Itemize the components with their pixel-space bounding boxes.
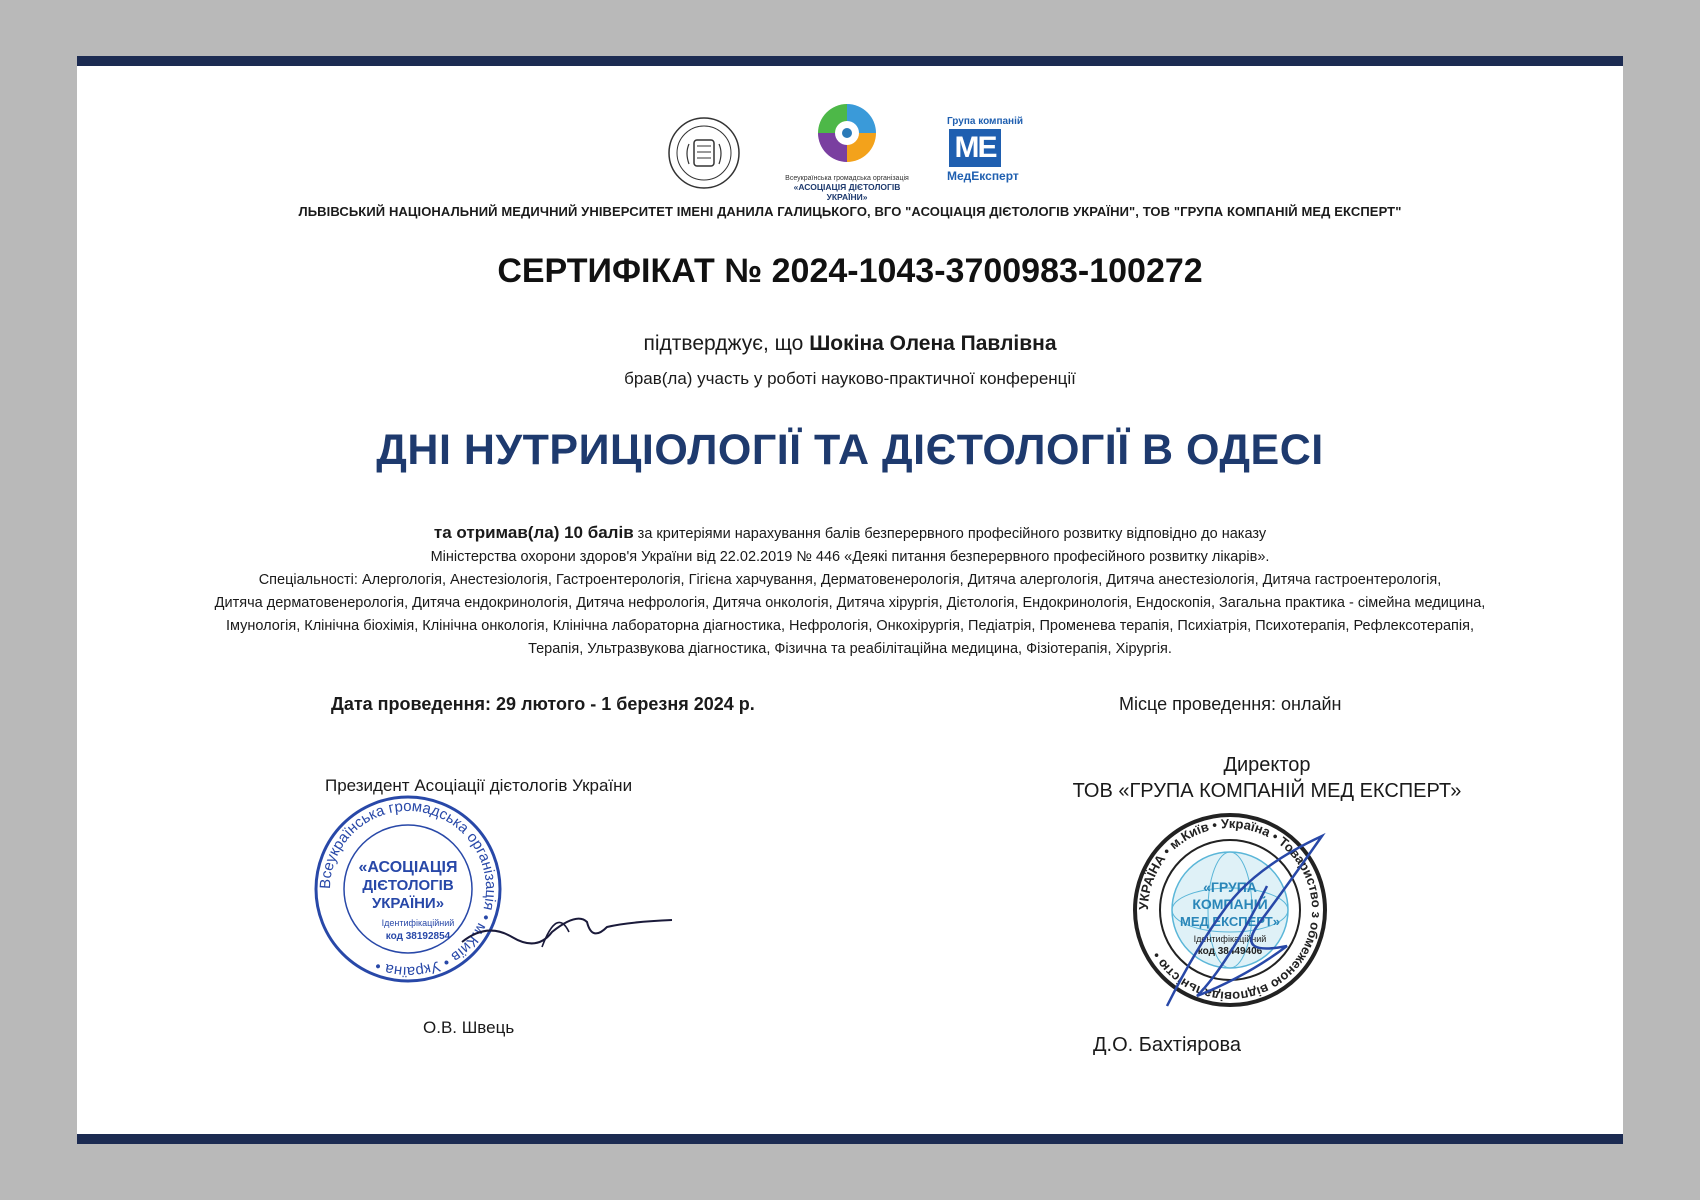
right-signatory-name: Д.О. Бахтіярова — [1093, 1034, 1241, 1056]
association-dietologists-logo — [777, 98, 917, 168]
specialties-line-1: Спеціальності: Алергологія, Анестезіологія, Гастроентерологія, Гігієна харчування, Дерматовенерологія, Дитяча алергологія, Дитяча анестезіологія, Дитяча гастроентерологія, — [258, 572, 1442, 588]
medexpert-logo — [947, 116, 1037, 196]
confirm-line — [77, 332, 1623, 356]
right-stamp-center-3: МЕД ЕКСПЕРТ» — [1180, 914, 1280, 929]
person-name: Шокіна Олена Павлівна — [809, 332, 1057, 355]
university-seal-logo — [667, 116, 741, 190]
certificate-title: СЕРТИФІКАТ № 2024-1043-3700983-100272 — [497, 252, 1203, 290]
medexpert-group-label: Група компаній — [947, 116, 1024, 127]
medexpert-mark: МЕ — [949, 129, 1001, 167]
right-signatory-title — [1027, 752, 1507, 804]
medexpert-name: МедЕксперт — [947, 169, 1019, 183]
confirm-prefix: підтверджує, що — [643, 332, 804, 355]
left-handwritten-signature — [457, 892, 677, 962]
left-stamp-code: код 38192854 — [385, 931, 451, 942]
organizations-line: ЛЬВІВСЬКИЙ НАЦІОНАЛЬНИЙ МЕДИЧНИЙ УНІВЕРСИТЕТ ІМЕНІ ДАНИЛА ГАЛИЦЬКОГО, ВГО "АСОЦІАЦІЯ ДІЄТОЛОГІВ УКРАЇНИ", ТОВ "ГРУПА КОМПАНІЙ МЕД ЕКСПЕРТ" — [298, 204, 1402, 219]
event-date: Дата проведення: 29 лютого - 1 березня 2024 р. — [331, 694, 755, 714]
event-title: ДНІ НУТРИЦІОЛОГІЇ ТА ДІЄТОЛОГІЇ В ОДЕСІ — [376, 426, 1324, 474]
specialties-line-4: Терапія, Ультразвукова діагностика, Фізична та реабілітаційна медицина, Фізіотерапія, Хірургія. — [528, 641, 1172, 657]
bottom-border-band — [77, 1134, 1623, 1144]
right-signatory-title-1: Директор — [1223, 754, 1311, 776]
left-stamp-center-3: УКРАЇНИ» — [371, 895, 445, 912]
ministry-line: Міністерства охорони здоров'я України від 22.02.2019 № 446 «Деякі питання безперервного професійного розвитку лікарів». — [430, 549, 1270, 565]
association-caption: «АСОЦІАЦІЯ ДІЄТОЛОГІВ УКРАЇНИ» — [793, 182, 901, 202]
right-signatory-title-2: ТОВ «ГРУПА КОМПАНІЙ МЕД ЕКСПЕРТ» — [1072, 780, 1462, 802]
right-stamp-center-1: «ГРУПА — [1203, 879, 1257, 895]
left-signatory-name: О.В. Швець — [423, 1018, 515, 1037]
left-stamp-center-2: ДІЄТОЛОГІВ — [362, 877, 454, 894]
top-border-band — [77, 56, 1623, 66]
left-signatory-title: Президент Асоціації дієтологів України — [325, 776, 633, 795]
specialties-line-3: Імунологія, Клінічна біохімія, Клінічна онкологія, Клінічна лабораторна діагностика, Нефрологія, Онкохірургія, Педіатрія, Променева терапія, Психіатрія, Психотерапія, Рефлексотерапія, — [225, 618, 1475, 634]
specialties-line-2: Дитяча дерматовенерологія, Дитяча ендокринологія, Дитяча нефрологія, Дитяча онкологія, Дитяча хірургія, Дієтологія, Ендокринологія, Ендоскопія, Загальна практика - сімейна медицина, — [214, 595, 1486, 611]
right-stamp-code-label: Ідентифікаційний — [1193, 934, 1267, 944]
points-bold: та отримав(ла) 10 балів — [433, 523, 634, 542]
right-handwritten-signature — [1137, 826, 1337, 1026]
left-stamp-code-label: Ідентифікаційний — [381, 918, 455, 928]
participated-line: брав(ла) участь у роботі науково-практичної конференції — [624, 369, 1076, 388]
certificate-page — [77, 56, 1623, 1144]
points-line — [117, 521, 1583, 546]
association-caption-small: Всеукраїнська громадська організація — [785, 175, 909, 182]
right-stamp-ring-text: УКРАЇНА • м.Київ • Україна • Товариство з обмеженою відповідальністю • — [1135, 815, 1325, 1005]
left-stamp-ring-text: Всеукраїнська громадська організація • м.Київ • Україна • — [316, 797, 500, 981]
left-stamp-center-1: «АСОЦІАЦІЯ — [358, 859, 458, 876]
event-place: Місце проведення: онлайн — [1119, 694, 1342, 714]
points-rest: за критеріями нарахування балів безперервного професійного розвитку відповідно до наказу — [633, 526, 1267, 542]
certificate-body — [117, 521, 1583, 661]
right-stamp-code: код 38449406 — [1197, 946, 1263, 957]
right-stamp-center-2: КОМПАНІЙ — [1192, 896, 1268, 912]
